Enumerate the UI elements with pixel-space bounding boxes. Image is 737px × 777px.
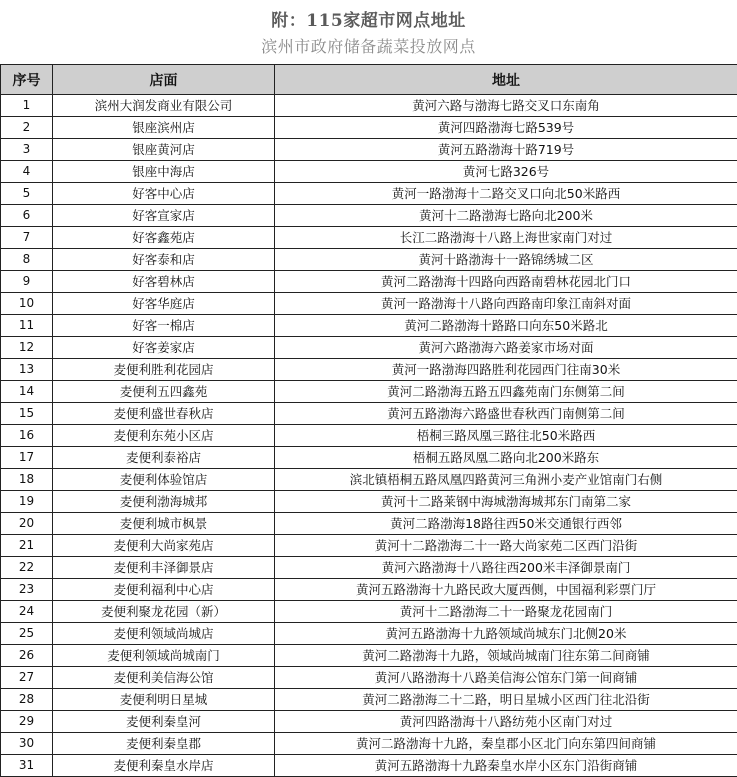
row-address: 黄河二路渤海十九路，领域尚城南门往东第二间商铺: [275, 645, 737, 667]
row-index: 9: [1, 271, 53, 293]
row-store: 麦便利体验馆店: [53, 469, 275, 491]
row-index: 30: [1, 733, 53, 755]
row-store: 麦便利五四鑫苑: [53, 381, 275, 403]
table-row: [1, 733, 737, 755]
row-store: 麦便利秦皇水岸店: [53, 755, 275, 777]
table-row: [1, 403, 737, 425]
table-row: [1, 623, 737, 645]
row-store: 麦便利城市枫景: [53, 513, 275, 535]
row-store: 麦便利福利中心店: [53, 579, 275, 601]
table-row: [1, 95, 737, 117]
table-row: [1, 711, 737, 733]
row-address: 黄河二路渤海十四路向西路南碧林花园北门口: [275, 271, 737, 293]
table-row: [1, 337, 737, 359]
row-address: 黄河四路渤海七路539号: [275, 117, 737, 139]
row-index: 11: [1, 315, 53, 337]
table-row: [1, 667, 737, 689]
row-index: 6: [1, 205, 53, 227]
row-index: 15: [1, 403, 53, 425]
table-row: [1, 513, 737, 535]
table-row: [1, 315, 737, 337]
row-store: 好客中心店: [53, 183, 275, 205]
row-store: 银座中海店: [53, 161, 275, 183]
row-store: 好客鑫苑店: [53, 227, 275, 249]
row-store: 好客碧林店: [53, 271, 275, 293]
row-address: 黄河一路渤海十八路向西路南印象江南斜对面: [275, 293, 737, 315]
table-row: [1, 139, 737, 161]
row-address: 黄河五路渤海十九路秦皇水岸小区东门沿街商铺: [275, 755, 737, 777]
table-row: [1, 579, 737, 601]
row-address: 黄河五路渤海十路719号: [275, 139, 737, 161]
row-store: 滨州大润发商业有限公司: [53, 95, 275, 117]
table-row: [1, 359, 737, 381]
row-address: 黄河五路渤海十九路领域尚城东门北侧20米: [275, 623, 737, 645]
row-store: 麦便利丰泽御景店: [53, 557, 275, 579]
table-row: [1, 271, 737, 293]
table-row: [1, 161, 737, 183]
row-address: 黄河六路与渤海七路交叉口东南角: [275, 95, 737, 117]
row-address: 黄河二路渤海二十二路，明日星城小区西门往北沿街: [275, 689, 737, 711]
row-address: 黄河十二路莱钢中海城渤海城邦东门南第二家: [275, 491, 737, 513]
row-store: 麦便利美信海公馆: [53, 667, 275, 689]
row-index: 26: [1, 645, 53, 667]
store-table: [0, 64, 737, 777]
row-store: 好客泰和店: [53, 249, 275, 271]
table-row: [1, 381, 737, 403]
table-row: [1, 117, 737, 139]
table-row: [1, 469, 737, 491]
row-index: 18: [1, 469, 53, 491]
row-store: 麦便利聚龙花园（新）: [53, 601, 275, 623]
row-store: 麦便利胜利花园店: [53, 359, 275, 381]
row-address: 梧桐五路凤凰二路向北200米路东: [275, 447, 737, 469]
row-address: 黄河二路渤海18路往西50米交通银行西邻: [275, 513, 737, 535]
row-store: 麦便利秦皇郡: [53, 733, 275, 755]
row-index: 12: [1, 337, 53, 359]
table-row: [1, 645, 737, 667]
table-row: [1, 205, 737, 227]
table-row: [1, 293, 737, 315]
row-index: 4: [1, 161, 53, 183]
row-address: 长江二路渤海十八路上海世家南门对过: [275, 227, 737, 249]
row-index: 2: [1, 117, 53, 139]
table-row: [1, 227, 737, 249]
row-store: 麦便利盛世春秋店: [53, 403, 275, 425]
table-row: [1, 447, 737, 469]
row-address: 黄河二路渤海五路五四鑫苑南门东侧第二间: [275, 381, 737, 403]
row-address: 黄河五路渤海六路盛世春秋西门南侧第二间: [275, 403, 737, 425]
row-store: 银座黄河店: [53, 139, 275, 161]
row-address: 黄河六路渤海六路姜家市场对面: [275, 337, 737, 359]
row-index: 23: [1, 579, 53, 601]
row-address: 梧桐三路凤凰三路往北50米路西: [275, 425, 737, 447]
table-row: [1, 755, 737, 777]
row-store: 麦便利泰裕店: [53, 447, 275, 469]
row-address: 黄河十二路渤海二十一路聚龙花园南门: [275, 601, 737, 623]
table-header-row: [1, 65, 737, 95]
row-address: 黄河二路渤海十九路，秦皇郡小区北门向东第四间商铺: [275, 733, 737, 755]
table-row: [1, 491, 737, 513]
table-row: [1, 425, 737, 447]
row-address: 黄河四路渤海十八路纺苑小区南门对过: [275, 711, 737, 733]
row-index: 8: [1, 249, 53, 271]
row-store: 麦便利明日星城: [53, 689, 275, 711]
table-row: [1, 183, 737, 205]
row-store: 银座滨州店: [53, 117, 275, 139]
row-store: 麦便利秦皇河: [53, 711, 275, 733]
row-index: 25: [1, 623, 53, 645]
row-address: 黄河七路326号: [275, 161, 737, 183]
table-row: [1, 557, 737, 579]
row-store: 好客华庭店: [53, 293, 275, 315]
row-address: 黄河五路渤海十九路民政大厦西侧，中国福利彩票门厅: [275, 579, 737, 601]
header-index: 序号: [1, 65, 53, 95]
row-index: 17: [1, 447, 53, 469]
row-address: 黄河十路渤海十一路锦绣城二区: [275, 249, 737, 271]
row-index: 13: [1, 359, 53, 381]
table-body: [1, 95, 737, 777]
row-index: 16: [1, 425, 53, 447]
row-address: 黄河十二路渤海七路向北200米: [275, 205, 737, 227]
row-index: 22: [1, 557, 53, 579]
row-store: 好客一棉店: [53, 315, 275, 337]
row-address: 黄河十二路渤海二十一路大尚家苑二区西门沿街: [275, 535, 737, 557]
table-row: [1, 689, 737, 711]
row-address: 滨北镇梧桐五路凤凰四路黄河三角洲小麦产业馆南门右侧: [275, 469, 737, 491]
row-store: 麦便利领域尚城南门: [53, 645, 275, 667]
row-index: 24: [1, 601, 53, 623]
page-subtitle: 滨州市政府储备蔬菜投放网点: [261, 37, 476, 56]
row-index: 14: [1, 381, 53, 403]
row-address: 黄河一路渤海四路胜利花园西门往南30米: [275, 359, 737, 381]
row-store: 麦便利领域尚城店: [53, 623, 275, 645]
row-store: 麦便利大尚家苑店: [53, 535, 275, 557]
row-address: 黄河八路渤海十八路美信海公馆东门第一间商铺: [275, 667, 737, 689]
row-index: 7: [1, 227, 53, 249]
row-index: 10: [1, 293, 53, 315]
row-address: 黄河六路渤海十八路往西200米丰泽御景南门: [275, 557, 737, 579]
row-index: 31: [1, 755, 53, 777]
row-index: 28: [1, 689, 53, 711]
row-index: 1: [1, 95, 53, 117]
table-row: [1, 601, 737, 623]
row-index: 3: [1, 139, 53, 161]
row-store: 好客姜家店: [53, 337, 275, 359]
row-store: 麦便利渤海城邦: [53, 491, 275, 513]
row-index: 19: [1, 491, 53, 513]
row-store: 麦便利东苑小区店: [53, 425, 275, 447]
table-row: [1, 535, 737, 557]
row-index: 20: [1, 513, 53, 535]
row-index: 27: [1, 667, 53, 689]
row-index: 5: [1, 183, 53, 205]
page-title: 附：115家超市网点地址: [271, 11, 466, 31]
header-address: 地址: [275, 65, 737, 95]
row-address: 黄河一路渤海十二路交叉口向北50米路西: [275, 183, 737, 205]
header-store: 店面: [53, 65, 275, 95]
row-store: 好客宣家店: [53, 205, 275, 227]
table-row: [1, 249, 737, 271]
row-address: 黄河二路渤海十路路口向东50米路北: [275, 315, 737, 337]
row-index: 21: [1, 535, 53, 557]
row-index: 29: [1, 711, 53, 733]
